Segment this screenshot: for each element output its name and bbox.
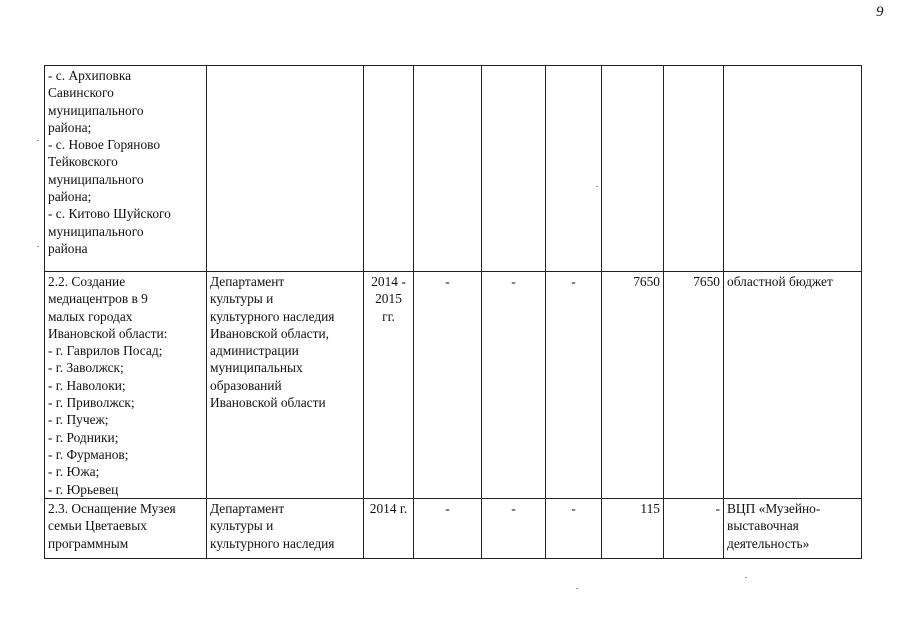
cell-amount-4: 7650 [602, 272, 664, 499]
cell-executor-line: Департамент [210, 501, 285, 516]
cell-action-line: района [48, 240, 88, 256]
cell-executor-line: Ивановской области, [210, 325, 329, 341]
cell-executor-line: культуры и [210, 291, 274, 307]
cell-action-line: - г. Пучеж; [48, 412, 109, 428]
cell-amount-1 [414, 66, 482, 272]
cell-action-line: района; [48, 119, 92, 135]
cell-action-line: - г. Приволжск; [48, 395, 135, 411]
cell-executor-line: культурного наследия [210, 535, 335, 551]
cell-executor-line: культурного наследия [210, 308, 335, 324]
cell-period [364, 272, 414, 499]
cell-executor [207, 66, 364, 272]
cell-amount-2 [482, 66, 546, 272]
cell-action-line: района; [48, 189, 92, 205]
cell-amount-4 [602, 66, 664, 272]
cell-period-line: 2014 - [371, 274, 406, 289]
page-number: 9 [876, 4, 884, 20]
scan-speck [745, 577, 747, 578]
cell-action-line: - с. Китово Шуйского [48, 206, 171, 222]
scan-speck [576, 588, 578, 589]
cell-action-line: - г. Родники; [48, 429, 119, 445]
cell-source-line: ВЦП «Музейно- [727, 501, 821, 516]
cell-action-line: - г. Наволоки; [48, 377, 126, 393]
cell-amount-1: - [414, 499, 482, 559]
cell-action-line: муниципального [48, 102, 144, 118]
scan-speck [37, 246, 39, 247]
cell-amount-2: - [482, 499, 546, 559]
cell-action-line: 2.2. Создание [48, 274, 126, 289]
cell-executor-line: культуры и [210, 518, 274, 534]
cell-amount-3: - [546, 272, 602, 499]
cell-action-line: - г. Гаврилов Посад; [48, 343, 163, 359]
cell-period [364, 499, 414, 559]
cell-action-line: - с. Архиповка [48, 68, 132, 83]
cell-source [724, 272, 862, 499]
cell-action-line: программным [48, 535, 129, 551]
table-body [45, 66, 862, 559]
cell-source [724, 499, 862, 559]
cell-source-line: областной бюджет [727, 274, 833, 289]
cell-action-line: - г. Фурманов; [48, 446, 129, 462]
cell-executor-line: Департамент [210, 274, 285, 289]
cell-amount-3: - [546, 499, 602, 559]
table-row [45, 499, 862, 559]
cell-executor-line: Ивановской области [210, 395, 326, 411]
cell-action-line: Тейковского [48, 154, 118, 170]
cell-amount-5 [664, 66, 724, 272]
cell-executor-line: образований [210, 377, 282, 393]
cell-action-line: 2.3. Оснащение Музея [48, 501, 176, 516]
cell-period-line: гг. [382, 308, 395, 324]
cell-period-line: 2015 [375, 291, 402, 307]
cell-action-line: Ивановской области: [48, 325, 168, 341]
cell-source-line: деятельность» [727, 535, 810, 551]
cell-executor [207, 499, 364, 559]
table-row [45, 66, 862, 272]
measures-table [44, 65, 862, 559]
cell-action-line: - с. Новое Горяново [48, 137, 161, 153]
cell-source-line: выставочная [727, 518, 799, 534]
cell-action-line: семьи Цветаевых [48, 518, 147, 534]
cell-action-line: муниципального [48, 171, 144, 187]
cell-action-line: медиацентров в 9 [48, 291, 148, 307]
cell-amount-3 [546, 66, 602, 272]
cell-action-line: малых городах [48, 308, 133, 324]
cell-amount-1: - [414, 272, 482, 499]
cell-action-line: - г. Южа; [48, 464, 100, 480]
cell-executor-line: муниципальных [210, 360, 303, 376]
table-row [45, 272, 862, 499]
cell-source [724, 66, 862, 272]
cell-action-line: Савинского [48, 85, 114, 101]
cell-amount-2: - [482, 272, 546, 499]
cell-amount-5: 7650 [664, 272, 724, 499]
scan-speck [37, 140, 39, 141]
cell-executor [207, 272, 364, 499]
cell-period-line: 2014 г. [369, 501, 408, 516]
cell-action-line: - г. Юрьевец [48, 481, 119, 497]
cell-action [45, 66, 207, 272]
cell-period [364, 66, 414, 272]
cell-executor-line: администрации [210, 343, 299, 359]
scan-speck [596, 186, 598, 187]
cell-amount-4: 115 [602, 499, 664, 559]
cell-action-line: муниципального [48, 223, 144, 239]
cell-action [45, 499, 207, 559]
cell-action [45, 272, 207, 499]
cell-action-line: - г. Заволжск; [48, 360, 124, 376]
cell-amount-5: - [664, 499, 724, 559]
